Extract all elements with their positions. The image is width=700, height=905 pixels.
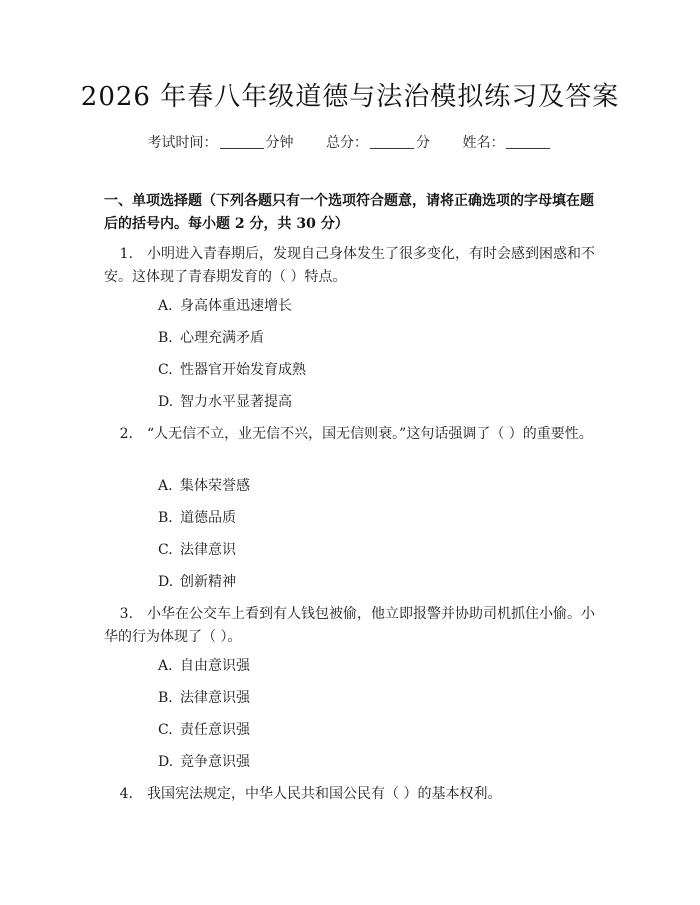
option-1b (158, 328, 264, 348)
score-unit: 分 (416, 135, 430, 151)
option-text: 智力水平显著提高 (180, 394, 292, 410)
option-1c (158, 360, 306, 380)
time-unit: 分钟 (265, 135, 294, 151)
exam-score (326, 132, 430, 152)
question-3 (104, 603, 604, 649)
score-label: 总分： (326, 135, 368, 151)
question-4 (104, 783, 604, 806)
question-number: 2. (119, 426, 133, 442)
score-blank (370, 134, 414, 149)
name-blank (506, 134, 550, 149)
option-text: 集体荣誉感 (180, 478, 250, 494)
question-1 (104, 243, 604, 289)
student-name (462, 132, 552, 152)
option-letter: D. (158, 394, 174, 410)
option-letter: C. (158, 722, 173, 738)
question-text: 小华在公交车上看到有人钱包被偷，他立即报警并协助司机抓住小偷。小华的行为体现了（ ）。 (104, 606, 595, 645)
exam-meta (0, 132, 700, 152)
option-text: 性器官开始发育成熟 (180, 362, 306, 378)
option-1a (158, 296, 292, 316)
question-number: 4. (119, 786, 133, 802)
name-label: 姓名： (462, 135, 505, 151)
option-text: 法律意识强 (180, 690, 250, 706)
option-text: 竞争意识强 (180, 754, 250, 770)
question-number: 3. (119, 606, 133, 622)
question-text: 小明进入青春期后，发现自己身体发生了很多变化，有时会感到困惑和不安。这体现了青春期发育的（ ）特点。 (104, 246, 595, 285)
option-letter: B. (158, 510, 173, 526)
option-letter: B. (158, 690, 173, 706)
option-3d (158, 752, 250, 772)
option-text: 自由意识强 (180, 658, 250, 674)
option-letter: C. (158, 542, 173, 558)
option-text: 法律意识 (180, 542, 236, 558)
page-title: 2026 年春八年级道德与法治模拟练习及答案 (80, 82, 620, 112)
option-text: 身高体重迅速增长 (180, 298, 292, 314)
exam-time (148, 132, 294, 152)
option-1d (158, 392, 292, 412)
option-text: 责任意识强 (180, 722, 250, 738)
option-letter: B. (158, 330, 173, 346)
option-3a (158, 656, 250, 676)
section-heading: 一、单项选择题（下列各题只有一个选项符合题意，请将正确选项的字母填在题后的括号内。每小题 2 分，共 30 分） (104, 193, 594, 232)
option-text: 心理充满矛盾 (180, 330, 264, 346)
option-letter: D. (158, 754, 174, 770)
question-2 (104, 423, 604, 446)
time-label: 考试时间： (147, 135, 218, 151)
option-letter: D. (158, 574, 174, 590)
option-letter: A. (158, 478, 173, 494)
option-3c (158, 720, 250, 740)
option-2c (158, 540, 236, 560)
option-3b (158, 688, 250, 708)
time-blank (220, 134, 264, 149)
option-2b (158, 508, 236, 528)
question-text: 我国宪法规定，中华人民共和国公民有（ ）的基本权利。 (147, 786, 502, 802)
option-letter: C. (158, 362, 173, 378)
question-text: “人无信不立，业无信不兴，国无信则衰。”这句话强调了（ ）的重要性。 (147, 426, 593, 442)
option-text: 创新精神 (180, 574, 236, 590)
option-letter: A. (158, 298, 173, 314)
option-letter: A. (158, 658, 173, 674)
option-text: 道德品质 (180, 510, 236, 526)
option-2a (158, 476, 250, 496)
question-number: 1. (119, 246, 133, 262)
option-2d (158, 572, 236, 592)
